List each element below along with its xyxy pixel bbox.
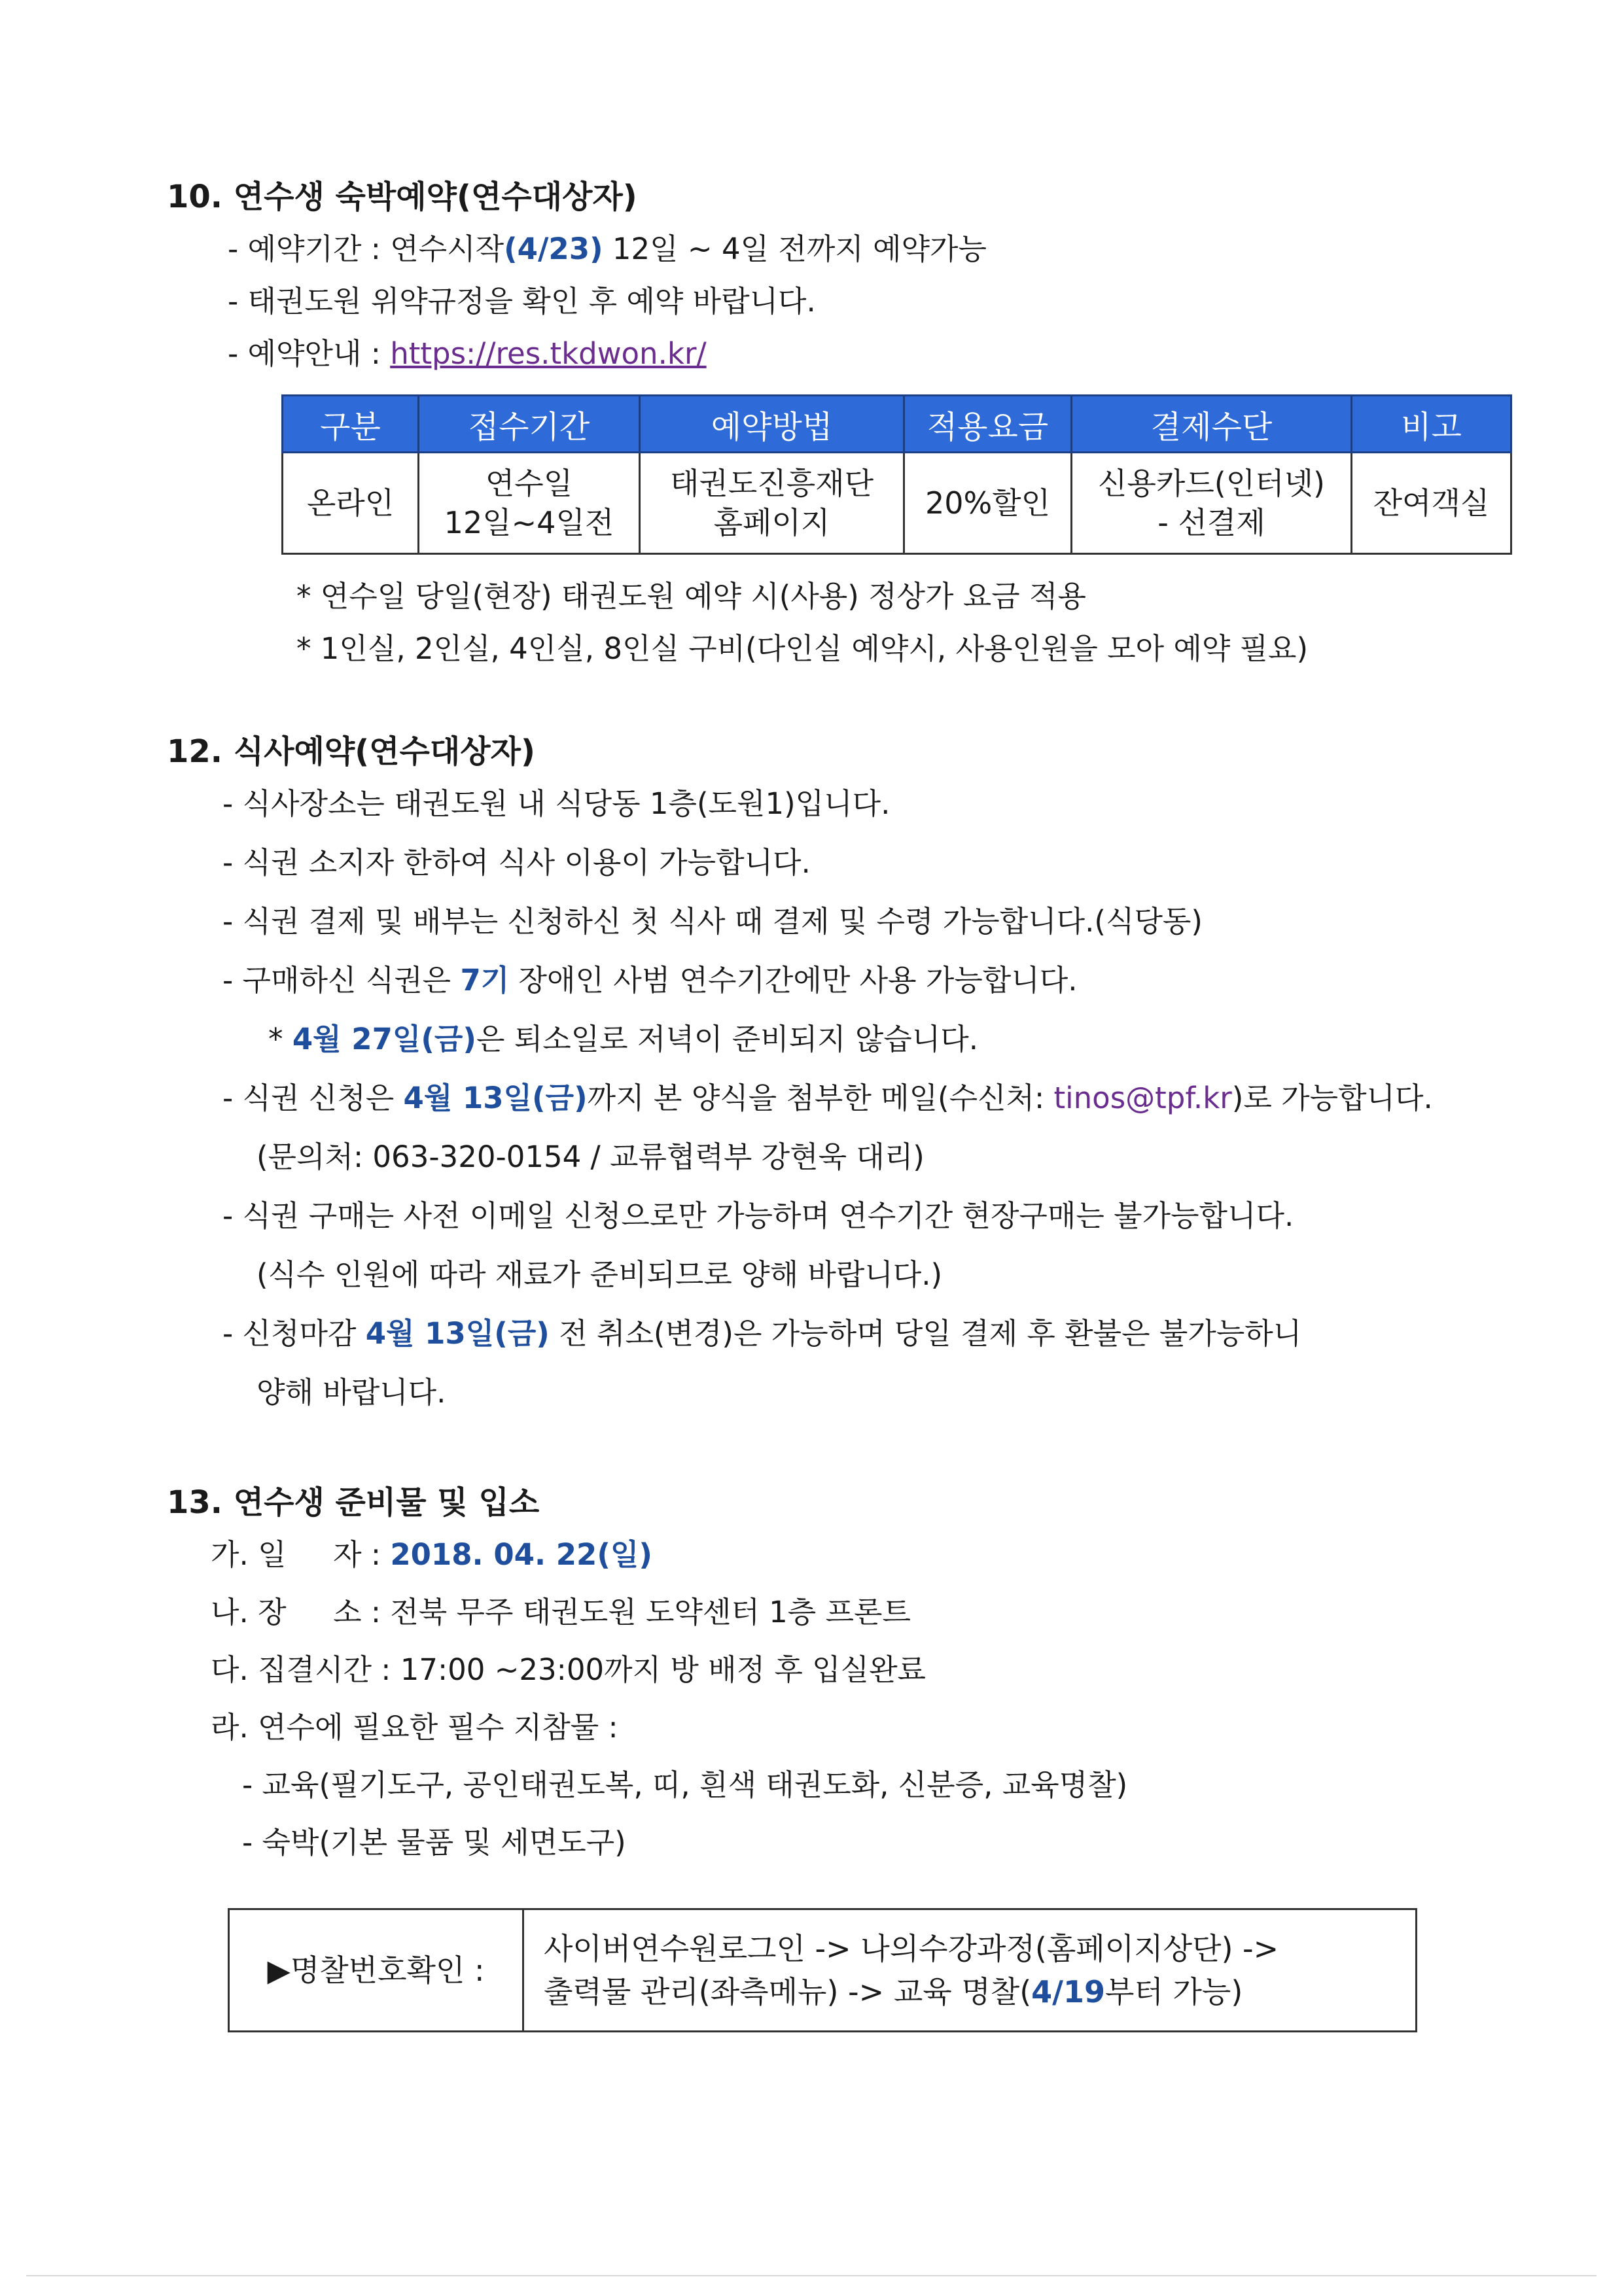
entry-date-label: 가. 일 자 : <box>211 1537 391 1572</box>
cell-line: 연수일 <box>485 466 573 501</box>
contact-email[interactable]: tinos@tpf.kr <box>1053 1081 1232 1115</box>
cell-line: 잔여객실 <box>1373 485 1490 521</box>
cancel-deadline-highlight: 4월 13일(금) <box>365 1316 550 1351</box>
meal-application-line <box>222 1074 1433 1117</box>
deadline-highlight: 4월 13일(금) <box>403 1081 588 1115</box>
badge-instruction-line-1: 사이버연수원로그인 -> 나의수강과정(홈페이지상단) -> <box>544 1931 1279 1966</box>
checkout-note-star: * <box>268 1022 292 1056</box>
cancel-rule-rest: 전 취소(변경)은 가능하며 당일 결제 후 환불은 불가능하니 <box>549 1316 1302 1351</box>
checkout-note-rest: 은 퇴소일로 저녁이 준비되지 않습니다. <box>476 1022 979 1056</box>
cell-category <box>283 453 419 554</box>
section-10-heading: 10. 연수생 숙박예약(연수대상자) <box>167 179 637 215</box>
cell-line: 12일~4일전 <box>444 505 614 540</box>
inquiry-contact-line: (문의처: 063-320-0154 / 교류협력부 강현욱 대리) <box>256 1139 925 1174</box>
meal-application-text: - 식권 신청은 <box>222 1081 404 1115</box>
name-badge-table <box>228 1908 1417 2032</box>
cancel-rule-line <box>222 1310 1301 1352</box>
badge-instructions-cell <box>523 1909 1417 2032</box>
entry-date-value: 2018. 04. 22(일) <box>390 1537 652 1572</box>
cell-method <box>640 453 904 554</box>
cell-note <box>1352 453 1511 554</box>
col-header-payment: 결제수단 <box>1072 396 1352 453</box>
cell-line: 태권도진흥재단 <box>669 466 874 501</box>
reservation-period-rest: 12일 ~ 4일 전까지 예약가능 <box>603 232 987 266</box>
cell-period <box>419 453 640 554</box>
badge-label: ▶명찰번호확인 : <box>267 1953 485 1988</box>
reservation-period-line <box>228 225 987 268</box>
start-date-highlight: (4/23) <box>504 232 603 266</box>
cell-line: 온라인 <box>306 485 395 521</box>
page-bottom-rule <box>26 2275 1597 2276</box>
reservation-table <box>281 394 1512 555</box>
meal-validity-line <box>222 956 1078 999</box>
reservation-link[interactable]: https://res.tkdwon.kr/ <box>390 336 707 371</box>
col-header-rate: 적용요금 <box>904 396 1072 453</box>
penalty-rule-line: - 태권도원 위약규정을 확인 후 예약 바랍니다. <box>228 284 816 319</box>
reservation-guide-label: - 예약안내 : <box>228 336 391 371</box>
assembly-time-line: 다. 집결시간 : 17:00 ~23:00까지 방 배정 후 입실완료 <box>211 1652 927 1687</box>
reservation-period-text: - 예약기간 : 연수시작 <box>228 232 504 266</box>
col-header-category: 구분 <box>283 396 419 453</box>
section-13-heading: 13. 연수생 준비물 및 입소 <box>167 1484 540 1521</box>
col-header-note: 비고 <box>1352 396 1511 453</box>
meal-payment-line: - 식권 결제 및 배부는 신청하신 첫 식사 때 결제 및 수령 가능합니다.(식당동) <box>222 904 1203 939</box>
meal-application-mid: 까지 본 양식을 첨부한 메일(수신처: <box>587 1081 1054 1115</box>
entry-date-line <box>211 1531 652 1573</box>
checkout-note-line <box>268 1015 978 1058</box>
entry-place-line: 나. 장 소 : 전북 무주 태권도원 도약센터 1층 프론트 <box>211 1595 911 1629</box>
cell-rate <box>904 453 1072 554</box>
note-room-types: * 1인실, 2인실, 4인실, 8인실 구비(다인실 예약시, 사용인원을 모아 예약 필요) <box>296 631 1309 666</box>
meal-location-line: - 식사장소는 태권도원 내 식당동 1층(도원1)입니다. <box>222 786 891 821</box>
reservation-table-header <box>283 396 1511 453</box>
cell-line: 20%할인 <box>925 485 1051 521</box>
lodging-items-line: - 숙박(기본 물품 및 세면도구) <box>242 1825 626 1860</box>
cell-line: 홈페이지 <box>713 505 830 540</box>
required-items-line: 라. 연수에 필요한 필수 지참물 : <box>211 1710 618 1745</box>
purchase-rule-note: (식수 인원에 따라 재료가 준비되므로 양해 바랍니다.) <box>256 1257 943 1292</box>
cancel-rule-text: - 신청마감 <box>222 1316 366 1351</box>
badge-instruction-rest: 부터 가능) <box>1104 1974 1243 2009</box>
education-items-line: - 교육(필기도구, 공인태권도복, 띠, 흰색 태권도화, 신분증, 교육명찰) <box>242 1767 1128 1802</box>
badge-instruction-text: 출력물 관리(좌측메뉴) -> 교육 명찰( <box>544 1974 1032 2009</box>
checkout-date-highlight: 4월 27일(금) <box>292 1022 476 1056</box>
cohort-highlight: 7기 <box>460 963 510 998</box>
cell-line: - 선결제 <box>1157 505 1265 540</box>
cell-line: 신용카드(인터넷) <box>1098 466 1325 501</box>
col-header-period: 접수기간 <box>419 396 640 453</box>
reservation-guide-line <box>228 330 707 372</box>
col-header-method: 예약방법 <box>640 396 904 453</box>
badge-date-highlight: 4/19 <box>1031 1974 1105 2009</box>
cancel-rule-note: 양해 바랍니다. <box>256 1375 446 1410</box>
note-same-day: * 연수일 당일(현장) 태권도원 예약 시(사용) 정상가 요금 적용 <box>296 579 1086 614</box>
badge-instruction-line-2 <box>544 1970 1415 2013</box>
meal-application-rest: )로 가능합니다. <box>1231 1081 1433 1115</box>
meal-ticket-line: - 식권 소지자 한하여 식사 이용이 가능합니다. <box>222 845 811 880</box>
badge-label-cell <box>229 1909 523 2032</box>
meal-validity-text: - 구매하신 식권은 <box>222 963 461 998</box>
purchase-rule-line: - 식권 구매는 사전 이메일 신청으로만 가능하며 연수기간 현장구매는 불가능합니다. <box>222 1198 1294 1233</box>
section-12-heading: 12. 식사예약(연수대상자) <box>167 733 535 770</box>
meal-validity-rest: 장애인 사범 연수기간에만 사용 가능합니다. <box>509 963 1078 998</box>
table-row <box>283 453 1511 554</box>
table-row <box>229 1909 1417 2032</box>
cell-payment <box>1072 453 1352 554</box>
